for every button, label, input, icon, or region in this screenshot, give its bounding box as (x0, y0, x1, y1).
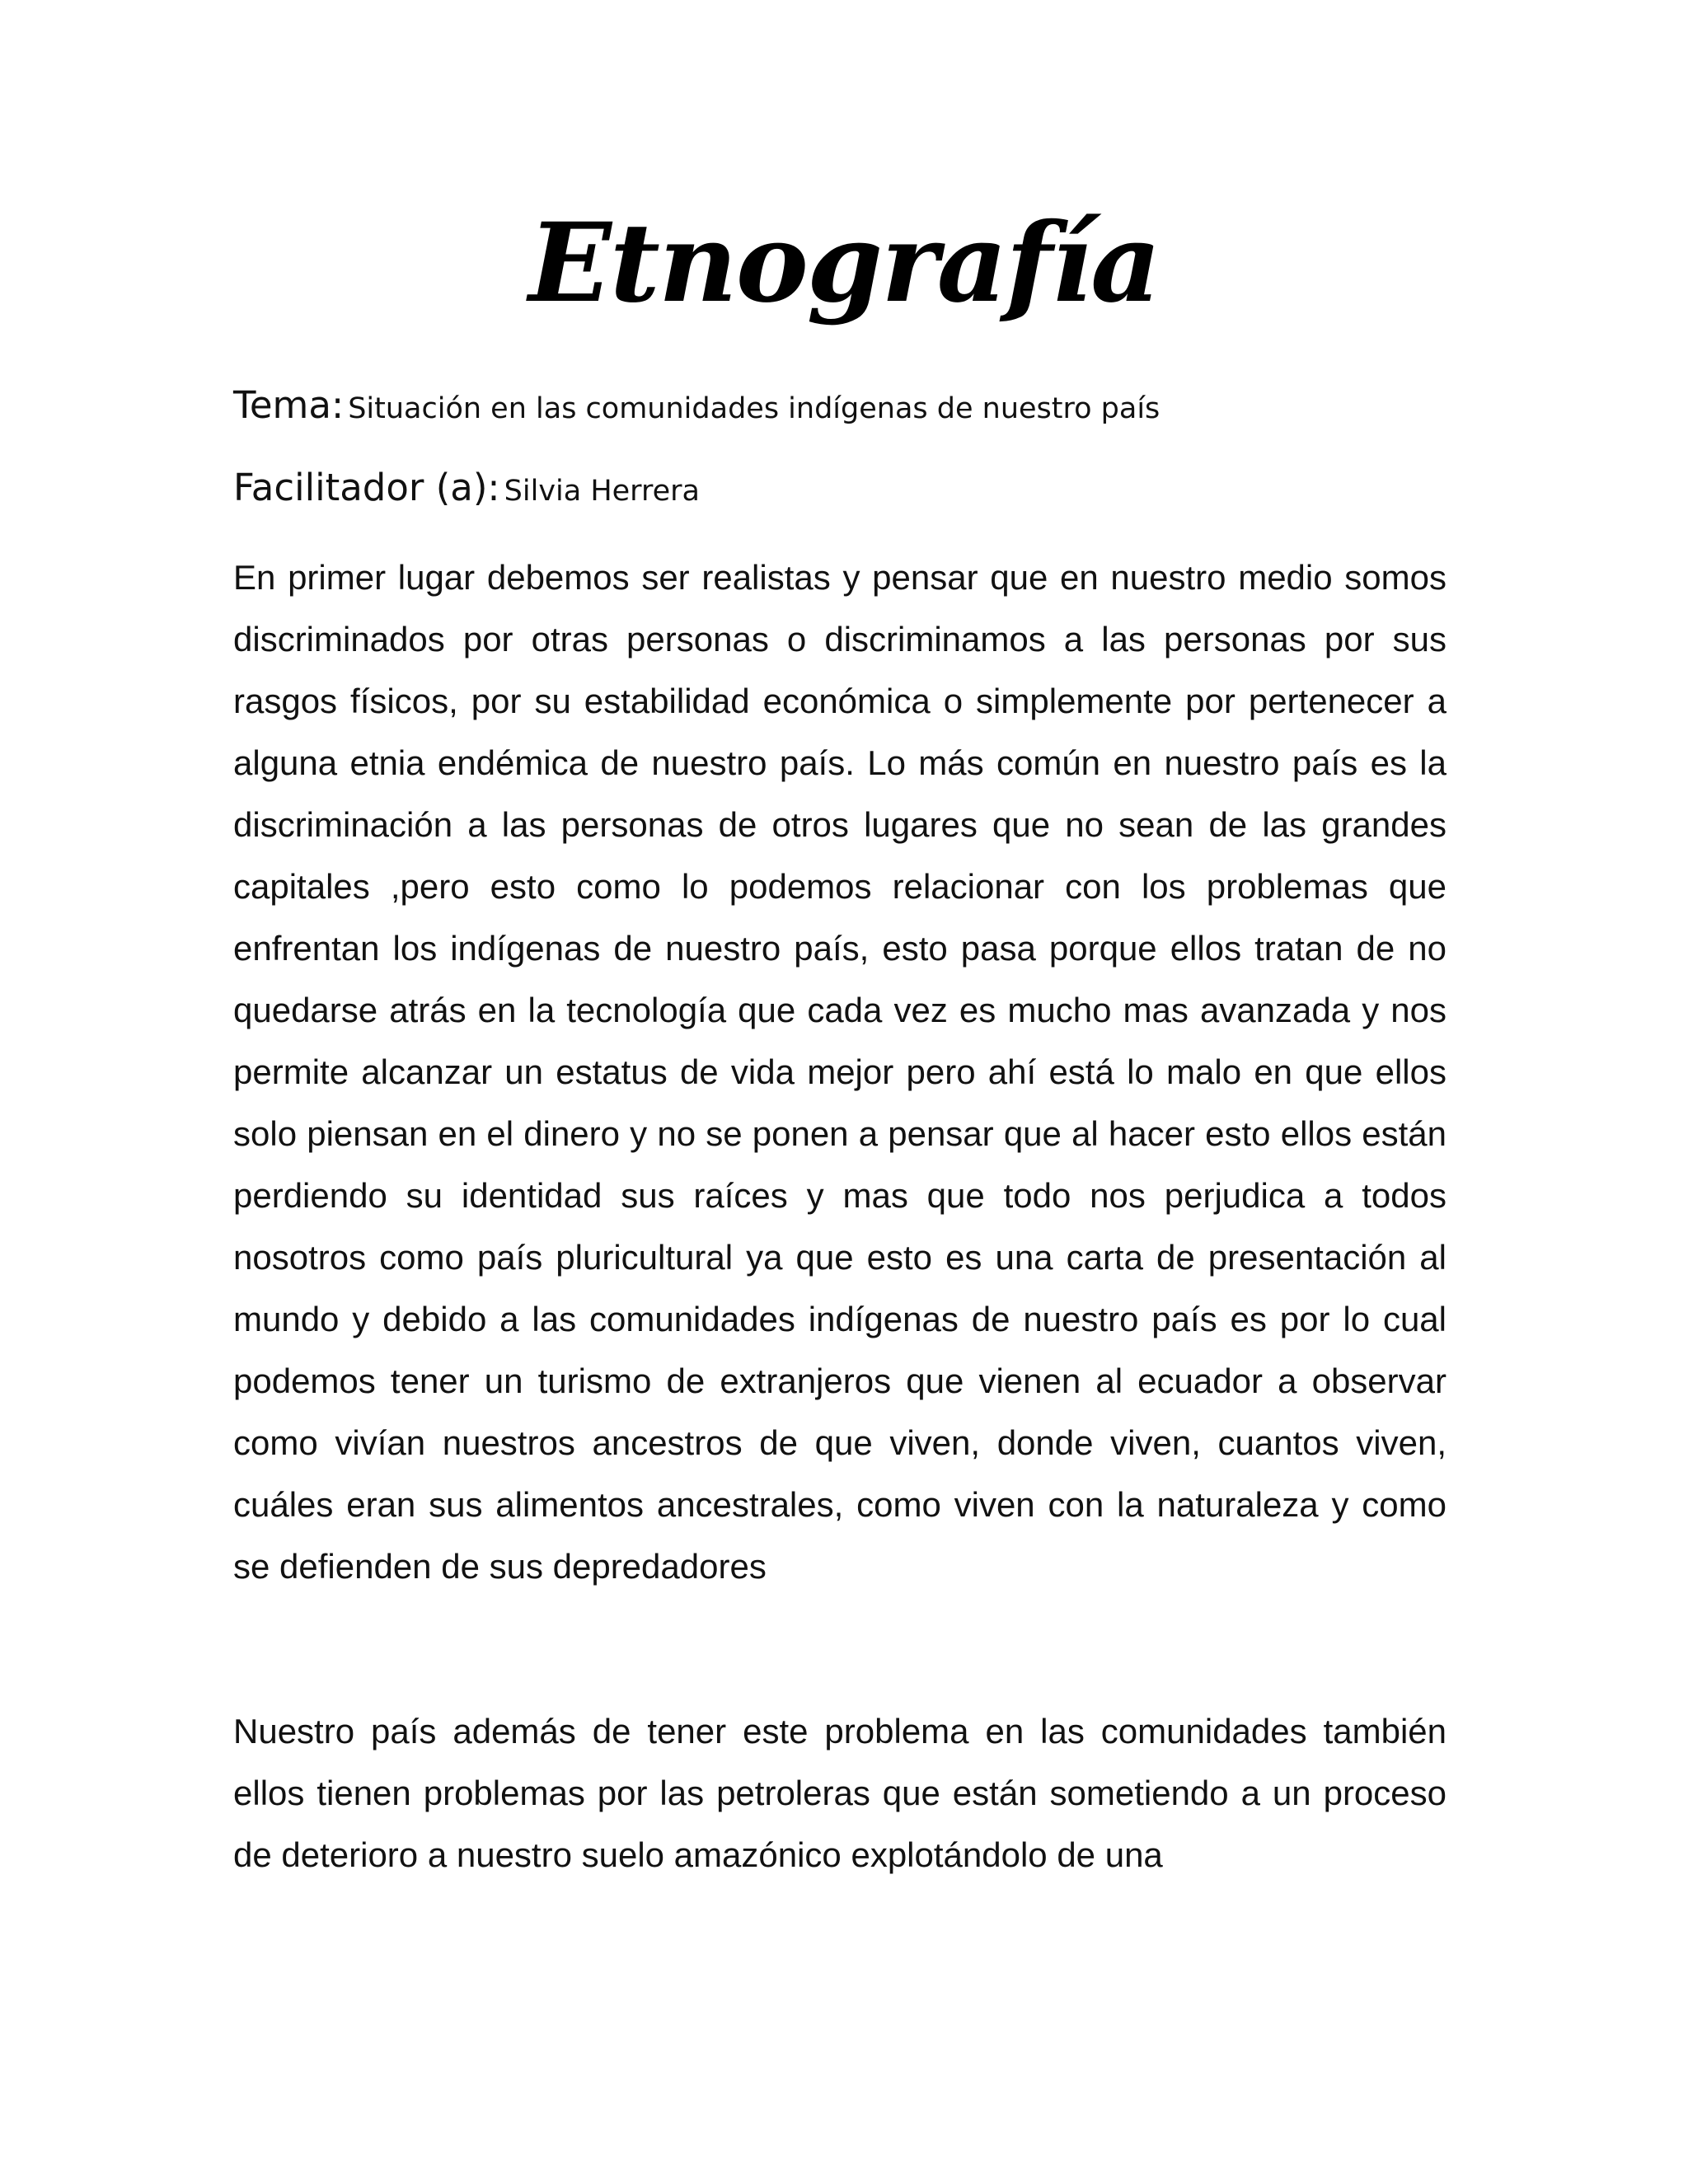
body-paragraph-2: Nuestro país además de tener este problema en las comunidades también ellos tienen problemas por las petroleras que están sometiendo a un proceso de deterioro a nuestro suelo amazónico explotándolo de una (233, 1712, 1447, 1874)
document-title: Etnografía (528, 199, 1160, 327)
facilitador-line (233, 466, 700, 509)
facilitador-value: Silvia Herrera (504, 475, 700, 508)
tema-line (233, 383, 1160, 427)
tema-value: Situación en las comunidades indígenas de nuestro país (348, 392, 1160, 425)
body-paragraph-1: En primer lugar debemos ser realistas y pensar que en nuestro medio somos discriminados por otras personas o discriminamos a las personas por sus rasgos físicos, por su estabilidad económica o simplemente por pertenecer a alguna etnia endémica de nuestro país. Lo más común en nuestro país es la discriminación a las personas de otros lugares que no sean de las grandes capitales ,pero esto como lo podemos relacionar con los problemas que enfrentan los indígenas de nuestro país, esto pasa porque ellos tratan de no quedarse atrás en la tecnología que cada vez es mucho mas avanzada y nos permite alcanzar un estatus de vida mejor pero ahí está lo malo en que ellos solo piensan en el dinero y no se ponen a pensar que al hacer esto ellos están perdiendo su identidad sus raíces y mas que todo nos perjudica a todos nosotros como país pluricultural ya que esto es una carta de presentación al mundo y debido a las comunidades indígenas de nuestro país es por lo cual podemos tener un turismo de extranjeros que vienen al ecuador a observar como vivían nuestros ancestros de que viven, donde viven, cuantos viven, cuáles eran sus alimentos ancestrales, como viven con la naturaleza y como se defienden de sus depredadores (233, 558, 1447, 1586)
facilitador-label: Facilitador (a): (233, 466, 500, 509)
tema-label: Tema: (233, 383, 345, 427)
